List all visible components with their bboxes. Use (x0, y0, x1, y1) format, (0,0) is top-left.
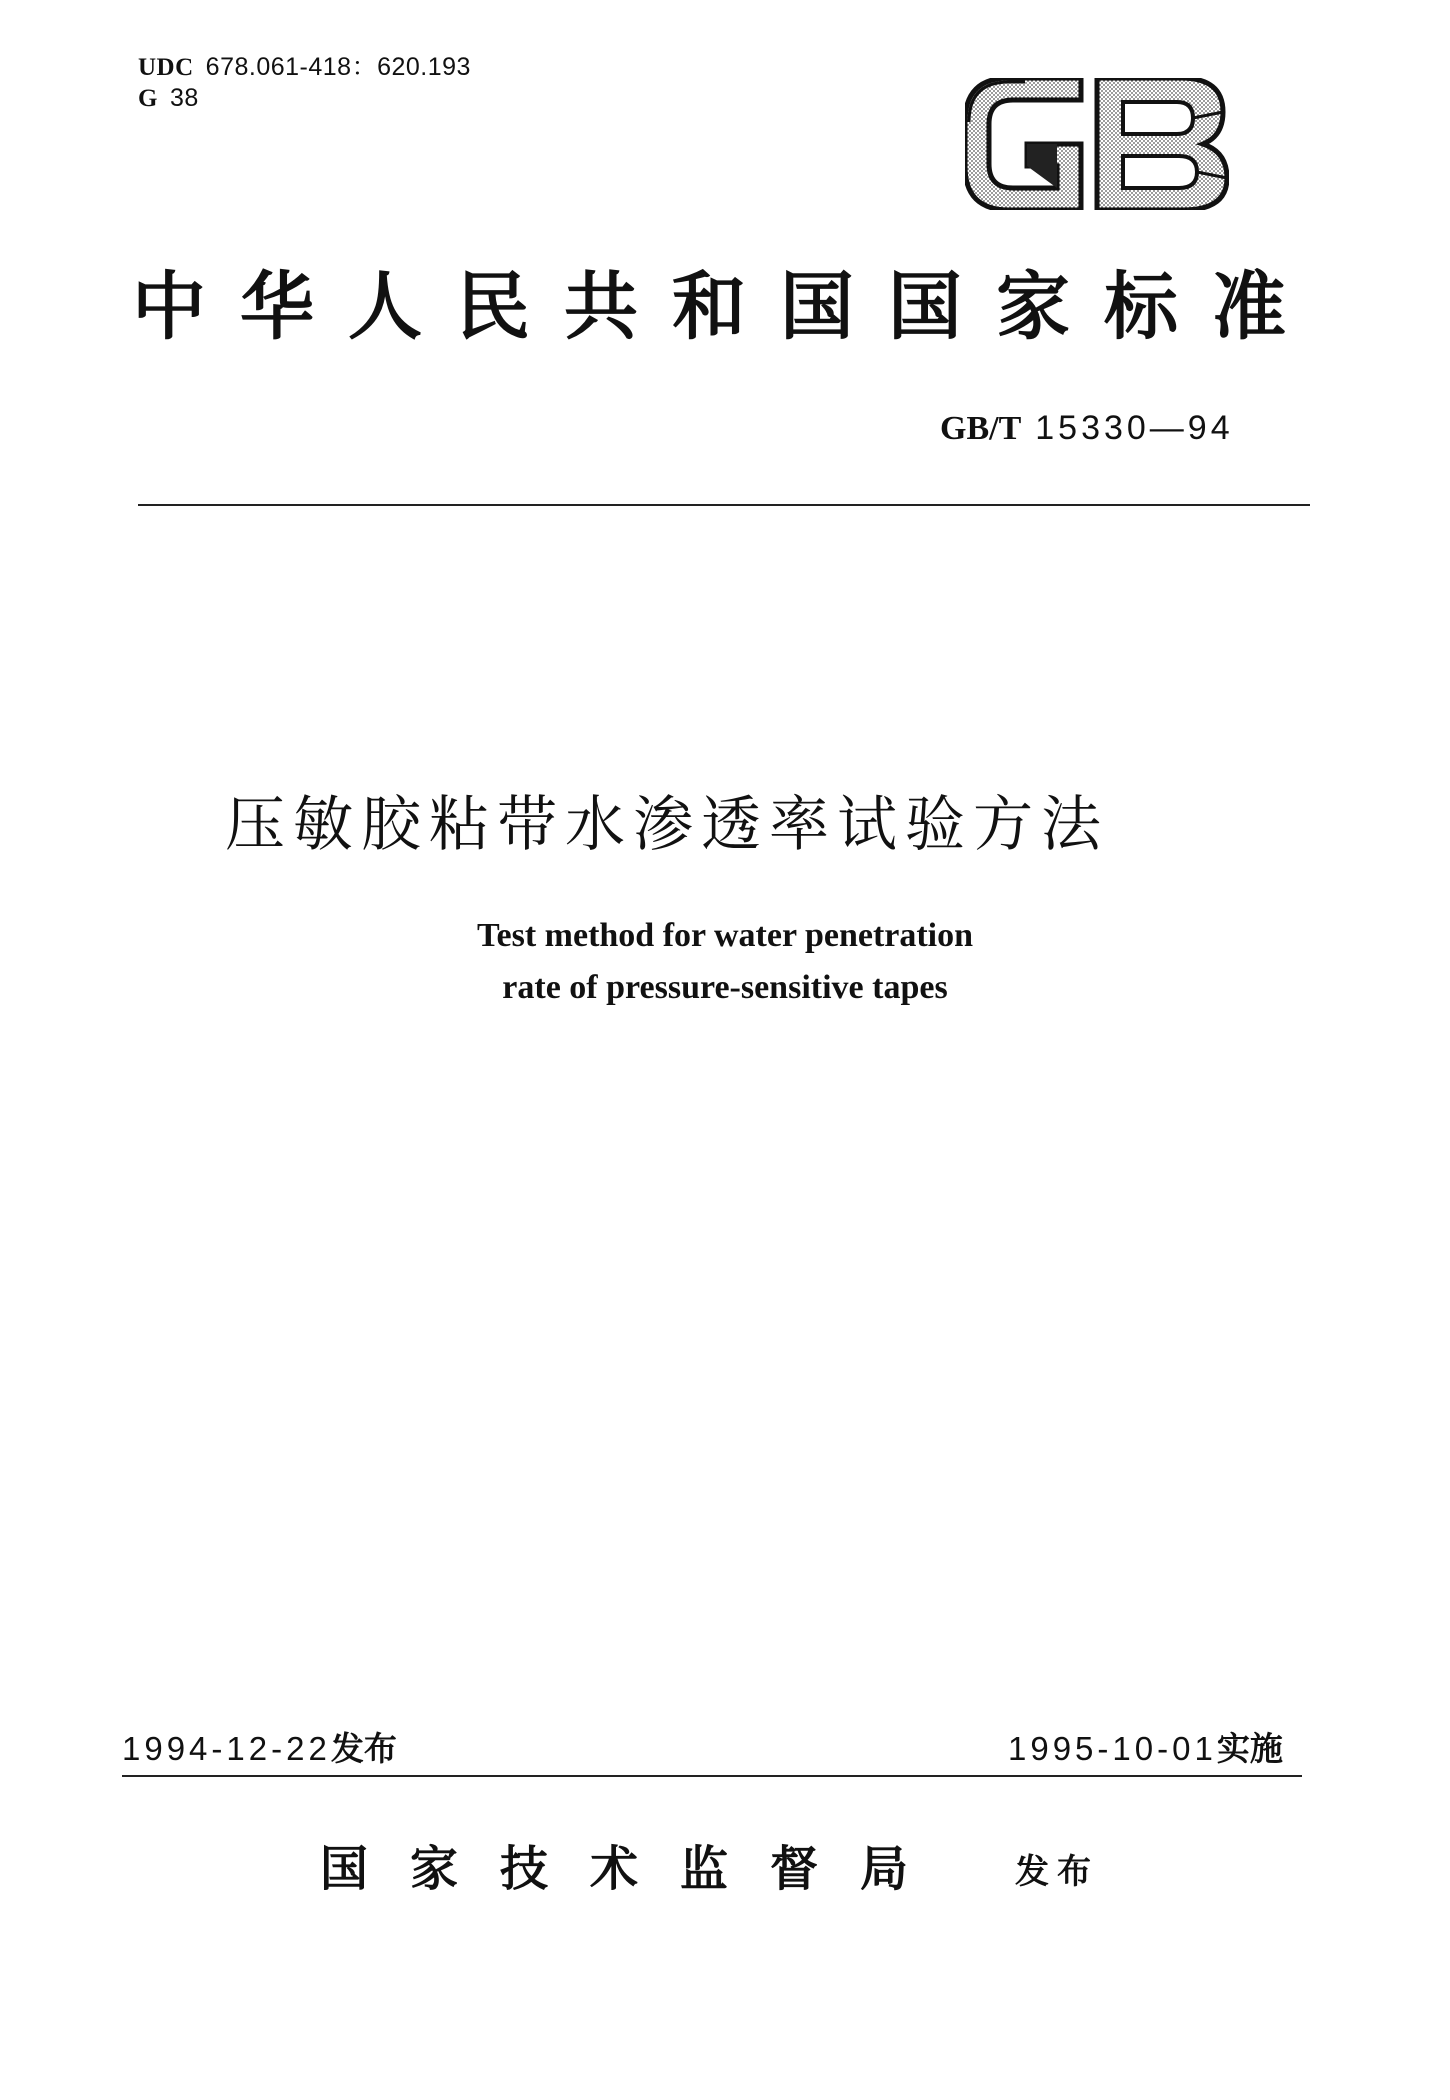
implementation-date-word: 实施 (1216, 1729, 1283, 1768)
implementation-date (1008, 1727, 1283, 1771)
national-standard-title: 中华人民共和国国家标准 (132, 264, 1320, 350)
standard-code: GB/T (940, 410, 1022, 447)
udc-line (138, 52, 471, 83)
publisher-publish-word: 发布 (1015, 1852, 1099, 1892)
bottom-divider (122, 1775, 1302, 1777)
standard-number (940, 408, 1234, 448)
g-line (138, 83, 471, 114)
issue-date-word: 发布 (330, 1729, 397, 1768)
udc-value: 678.061-418：620.193 (205, 53, 471, 81)
classification-block (138, 52, 471, 114)
issue-date (122, 1727, 397, 1771)
top-divider (138, 504, 1310, 506)
document-title-english-line1: Test method for water penetration (476, 917, 974, 954)
document-title-english-line2: rate of pressure-sensitive tapes (502, 969, 948, 1006)
udc-label: UDC (138, 54, 194, 81)
gb-logo (965, 78, 1229, 210)
document-title-chinese: 压敏胶粘带水渗透率试验方法 (225, 790, 1109, 860)
logo-letter-b (1097, 78, 1227, 210)
standard-number-value: 15330—94 (1035, 409, 1234, 447)
g-value: 38 (169, 84, 199, 112)
logo-letter-g (965, 78, 1081, 210)
g-label: G (138, 85, 158, 112)
implementation-date-value: 1995-10-01 (1008, 1730, 1217, 1767)
publisher-name: 国家技术监督局 (320, 1841, 951, 1897)
issue-date-value: 1994-12-22 (122, 1730, 331, 1767)
